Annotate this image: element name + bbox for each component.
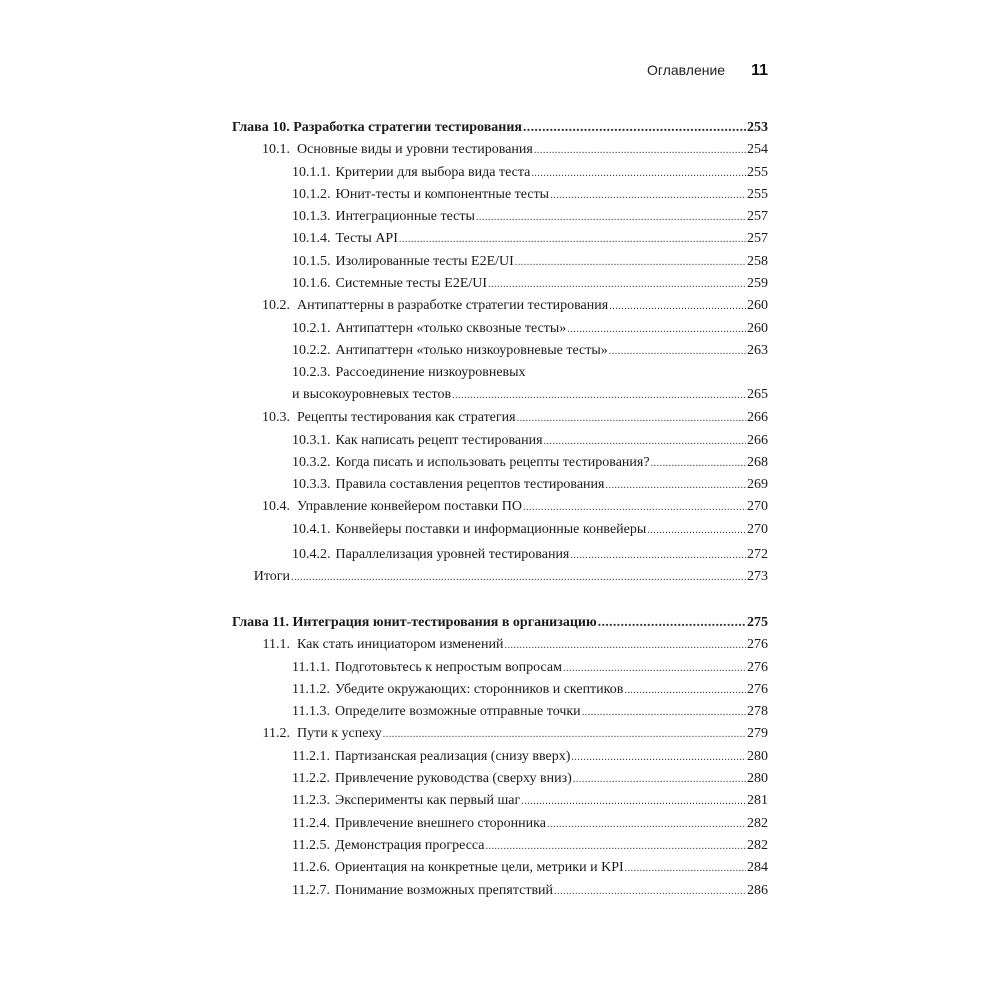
section-number: 10.1. <box>262 142 290 158</box>
dot-leader <box>486 835 746 858</box>
toc-section[interactable] <box>232 634 768 656</box>
subsection-second-line <box>292 384 768 407</box>
subsection-title: Привлечение внешнего сторонника <box>334 815 546 831</box>
page-ref: 286 <box>747 882 768 898</box>
toc-subsection[interactable] <box>232 206 768 228</box>
subsection-number: 11.2.4. <box>292 815 330 831</box>
toc-chapter-heading[interactable] <box>232 612 768 634</box>
toc-subsection[interactable] <box>232 251 768 273</box>
toc-section[interactable] <box>232 139 768 161</box>
dot-leader <box>573 768 746 791</box>
page-ref: 280 <box>747 771 768 787</box>
chapter-title: Глава 10. Разработка стратегии тестирования <box>232 120 522 135</box>
page-ref: 276 <box>747 681 768 697</box>
subsection-title: Привлечение руководства (сверху вниз) <box>334 771 572 787</box>
section-number: 10.3. <box>262 410 290 426</box>
page-ref: 272 <box>747 547 768 563</box>
toc-section[interactable] <box>232 407 768 429</box>
page-ref: 259 <box>747 276 768 292</box>
section-title: Рецепты тестирования как стратегия <box>297 410 516 426</box>
toc-section[interactable] <box>232 496 768 518</box>
subsection-number: 10.3.3. <box>292 477 331 493</box>
chapter-title: Глава 11. Интеграция юнит-тестирования в организацию <box>232 615 597 630</box>
subsection-title: Определите возможные отправные точки <box>334 704 581 720</box>
toc-subsection[interactable] <box>232 184 768 206</box>
subsection-title: Юнит-тесты и компонентные тесты <box>335 186 550 202</box>
page-ref: 273 <box>747 569 768 585</box>
subsection-title: Правила составления рецептов тестирования <box>335 477 605 493</box>
page-ref: 257 <box>747 231 768 247</box>
section-title: Управление конвейером поставки ПО <box>297 499 523 515</box>
subsection-title: Интеграционные тесты <box>335 209 475 225</box>
toc-subsection[interactable] <box>232 835 768 857</box>
subsection-title: Рассоединение низкоуровневых <box>335 365 526 381</box>
page-ref: 266 <box>747 432 768 448</box>
subsection-number: 11.2.1. <box>292 748 330 764</box>
subsection-number: 10.2.1. <box>292 320 331 336</box>
section-title: Основные виды и уровни тестирования <box>297 142 533 158</box>
dot-leader <box>523 496 746 519</box>
dot-leader <box>605 474 746 497</box>
section-number: 10.2. <box>262 298 290 314</box>
subsection-number: 11.2.6. <box>292 860 330 876</box>
subsection-wrap <box>292 362 768 407</box>
page-ref: 268 <box>747 454 768 470</box>
page-ref: 284 <box>747 860 768 876</box>
subsection-title: Антипаттерн «только сквозные тесты» <box>335 320 567 336</box>
dot-leader <box>571 746 746 769</box>
page-ref: 282 <box>747 837 768 853</box>
dot-leader <box>647 519 746 542</box>
subsection-title: Убедите окружающих: сторонников и скептиков <box>334 681 624 697</box>
subsection-number: 11.1.1. <box>292 659 330 675</box>
page-number: 11 <box>751 62 768 79</box>
dot-leader <box>609 340 746 363</box>
toc-subsection[interactable] <box>232 701 768 723</box>
toc-subsection[interactable] <box>232 679 768 701</box>
subsection-number: 11.2.2. <box>292 771 330 787</box>
dot-leader <box>544 430 746 453</box>
toc-subsection[interactable] <box>232 452 768 474</box>
toc-subsection[interactable] <box>232 519 768 541</box>
page-ref: 275 <box>747 615 768 630</box>
subsection-number: 11.2.5. <box>292 837 330 853</box>
toc-subsection[interactable] <box>232 340 768 362</box>
page-header <box>647 62 768 80</box>
dot-leader <box>625 857 746 880</box>
toc-subsection[interactable] <box>232 813 768 835</box>
section-title: Как стать инициатором изменений <box>297 637 504 653</box>
subsection-title: Как написать рецепт тестирования <box>335 432 543 448</box>
toc-subsection[interactable] <box>232 430 768 452</box>
dot-leader <box>523 117 746 139</box>
subsection-title: Изолированные тесты E2E/UI <box>335 253 514 269</box>
subsection-number: 10.2.3. <box>292 365 331 381</box>
toc-subsection[interactable] <box>232 162 768 184</box>
toc-subsection[interactable] <box>232 228 768 250</box>
page-ref: 281 <box>747 793 768 809</box>
subsection-number: 11.2.3. <box>292 793 330 809</box>
toc-subsection[interactable] <box>232 880 768 902</box>
toc-subsection[interactable] <box>232 273 768 295</box>
subsection-title: Подготовьтесь к непростым вопросам <box>334 659 562 675</box>
section-title: Антипаттерны в разработке стратегии тестирования <box>297 298 609 314</box>
summary-title: Итоги <box>253 569 290 585</box>
page-ref: 282 <box>747 815 768 831</box>
page-ref: 270 <box>747 499 768 515</box>
page-ref: 269 <box>747 477 768 493</box>
page-ref: 260 <box>747 320 768 336</box>
toc-chapter-heading[interactable] <box>232 117 768 139</box>
dot-leader <box>488 273 746 296</box>
subsection-title: Конвейеры поставки и информационные конвейеры <box>335 521 647 537</box>
dot-leader <box>609 295 746 318</box>
dot-leader <box>624 679 746 702</box>
dot-leader <box>550 184 746 207</box>
subsection-title: Эксперименты как первый шаг <box>334 793 521 809</box>
page-ref: 276 <box>747 659 768 675</box>
toc-subsection[interactable] <box>232 362 768 407</box>
subsection-title-continued: и высокоуровневых тестов <box>292 387 452 403</box>
subsection-first-line <box>292 362 768 384</box>
subsection-title: Критерии для выбора вида теста <box>335 164 531 180</box>
page-ref: 255 <box>747 164 768 180</box>
subsection-number: 10.3.1. <box>292 432 331 448</box>
subsection-title: Параллелизация уровней тестирования <box>335 547 570 563</box>
page-ref: 265 <box>747 387 768 403</box>
subsection-title: Тесты API <box>335 231 398 247</box>
page-ref: 254 <box>747 142 768 158</box>
page-ref: 266 <box>747 410 768 426</box>
toc-chapter-10 <box>232 117 768 589</box>
subsection-number: 10.1.4. <box>292 231 331 247</box>
dot-leader <box>515 251 746 274</box>
subsection-number: 10.2.2. <box>292 342 331 358</box>
dot-leader <box>452 384 746 407</box>
toc-section[interactable] <box>232 723 768 745</box>
subsection-title: Системные тесты E2E/UI <box>335 276 488 292</box>
dot-leader <box>531 162 746 185</box>
section-number: 10.4. <box>262 499 290 515</box>
toc-section[interactable] <box>232 295 768 317</box>
section-title: Пути к успеху <box>297 726 382 742</box>
toc-subsection[interactable] <box>232 768 768 790</box>
page-ref: 258 <box>747 253 768 269</box>
dot-leader <box>651 452 746 475</box>
subsection-number: 10.1.3. <box>292 209 331 225</box>
toc-subsection[interactable] <box>232 746 768 768</box>
subsection-number: 10.1.5. <box>292 253 331 269</box>
subsection-number: 11.1.2. <box>292 681 330 697</box>
dot-leader <box>534 139 746 162</box>
dot-leader <box>476 206 746 229</box>
dot-leader <box>598 612 746 634</box>
toc-subsection[interactable] <box>232 474 768 496</box>
toc-chapter-11 <box>232 612 768 902</box>
subsection-number: 10.1.2. <box>292 186 331 202</box>
dot-leader <box>291 566 746 589</box>
dot-leader <box>582 701 746 724</box>
toc-summary[interactable] <box>232 566 768 588</box>
subsection-number: 10.4.2. <box>292 547 331 563</box>
subsection-number: 10.1.1. <box>292 164 331 180</box>
page-ref: 279 <box>747 726 768 742</box>
page-ref: 255 <box>747 186 768 202</box>
dot-leader <box>554 880 746 903</box>
dot-leader <box>563 657 746 680</box>
subsection-title: Понимание возможных препятствий <box>334 882 554 898</box>
section-number: 11.1. <box>262 637 290 653</box>
subsection-number: 11.1.3. <box>292 704 330 720</box>
section-number: 11.2. <box>262 726 290 742</box>
dot-leader <box>399 228 746 251</box>
subsection-title: Демонстрация прогресса <box>334 837 485 853</box>
dot-leader <box>521 790 746 813</box>
dot-leader <box>383 723 746 746</box>
page-ref: 260 <box>747 298 768 314</box>
page-ref: 263 <box>747 342 768 358</box>
subsection-title: Ориентация на конкретные цели, метрики и KPI <box>334 860 624 876</box>
subsection-title: Партизанская реализация (снизу вверх) <box>334 748 571 764</box>
page-ref: 257 <box>747 209 768 225</box>
dot-leader <box>567 318 746 341</box>
subsection-number: 10.4.1. <box>292 521 331 537</box>
dot-leader <box>504 634 746 657</box>
subsection-number: 11.2.7. <box>292 882 330 898</box>
dot-leader <box>547 813 746 836</box>
page-ref: 270 <box>747 521 768 537</box>
subsection-number: 10.1.6. <box>292 276 331 292</box>
running-header-title: Оглавление <box>647 62 726 78</box>
subsection-title: Когда писать и использовать рецепты тестирования? <box>335 454 650 470</box>
toc-subsection[interactable] <box>232 318 768 340</box>
toc-subsection[interactable] <box>232 657 768 679</box>
page-ref: 276 <box>747 637 768 653</box>
dot-leader <box>517 407 746 430</box>
toc-subsection[interactable] <box>232 790 768 812</box>
toc-subsection[interactable] <box>232 857 768 879</box>
toc-subsection[interactable] <box>232 544 768 566</box>
dot-leader <box>570 544 746 567</box>
page-ref: 278 <box>747 704 768 720</box>
subsection-title: Антипаттерн «только низкоуровневые тесты» <box>335 342 608 358</box>
page-ref: 253 <box>747 120 768 135</box>
subsection-number: 10.3.2. <box>292 454 331 470</box>
page-ref: 280 <box>747 748 768 764</box>
